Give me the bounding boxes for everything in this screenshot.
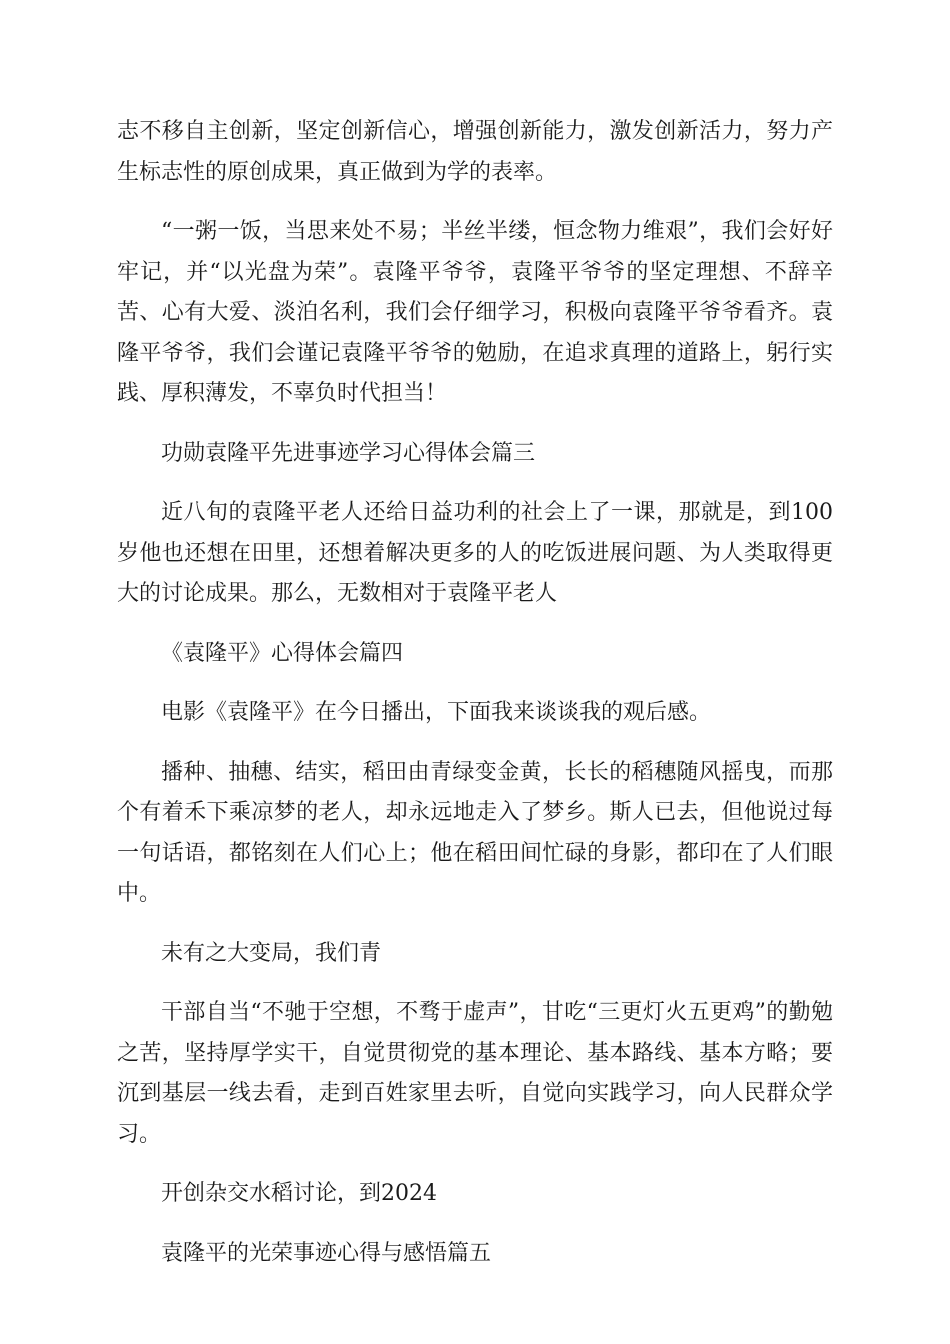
paragraph-fragment-hybrid-rice: 开创杂交水稻讨论，到2024 <box>161 1181 437 1206</box>
paragraph-cadres: 干部自当“不驰于空想，不骛于虚声”，甘吃“三更灯火五更鸡”的勤勉之苦，坚持厚学实干，自觉贯彻党的基本理论、基本路线、基本方略；要沉到基层一线去看，走到百姓家里去听，自觉向实践学习，向人民群众学习。 <box>117 1000 833 1147</box>
document-body <box>117 112 833 1293</box>
paragraph-thrift: “一粥一饭，当思来处不易；半丝半缕，恒念物力维艰”，我们会好好牢记，并“以光盘为荣”。袁隆平爷爷，袁隆平爷爷的坚定理想、不辞辛苦、心有大爱、淡泊名利，我们会仔细学习，积极向袁隆平爷爷看齐。袁隆平爷爷，我们会谨记袁隆平爷爷的勉励，在追求真理的道路上，躬行实践、厚积薄发，不辜负时代担当！ <box>117 219 833 406</box>
paragraph-innovation: 志不移自主创新，坚定创新信心，增强创新能力，激发创新活力，努力产生标志性的原创成果，真正做到为学的表率。 <box>117 119 833 185</box>
section-heading-part-three: 功勋袁隆平先进事迹学习心得体会篇三 <box>161 440 536 466</box>
paragraph-lesson: 近八旬的袁隆平老人还给日益功利的社会上了一课，那就是，到100岁他也还想在田里，还想着解决更多的人的吃饭进展问题、为人类取得更大的讨论成果。那么，无数相对于袁隆平老人 <box>117 500 833 606</box>
section-heading-part-five: 袁隆平的光荣事迹心得与感悟篇五 <box>161 1240 492 1266</box>
paragraph-rice-field: 播种、抽穗、结实，稻田由青绿变金黄，长长的稻穗随风摇曳，而那个有着禾下乘凉梦的老人，却永远地走入了梦乡。斯人已去，但他说过每一句话语，都铭刻在人们心上；他在稻田间忙碌的身影，都印在了人们眼中。 <box>117 759 833 906</box>
paragraph-fragment-change: 未有之大变局，我们青 <box>161 940 382 966</box>
paragraph-movie-intro: 电影《袁隆平》在今日播出，下面我来谈谈我的观后感。 <box>161 700 712 725</box>
section-heading-part-four: 《袁隆平》心得体会篇四 <box>161 640 404 666</box>
